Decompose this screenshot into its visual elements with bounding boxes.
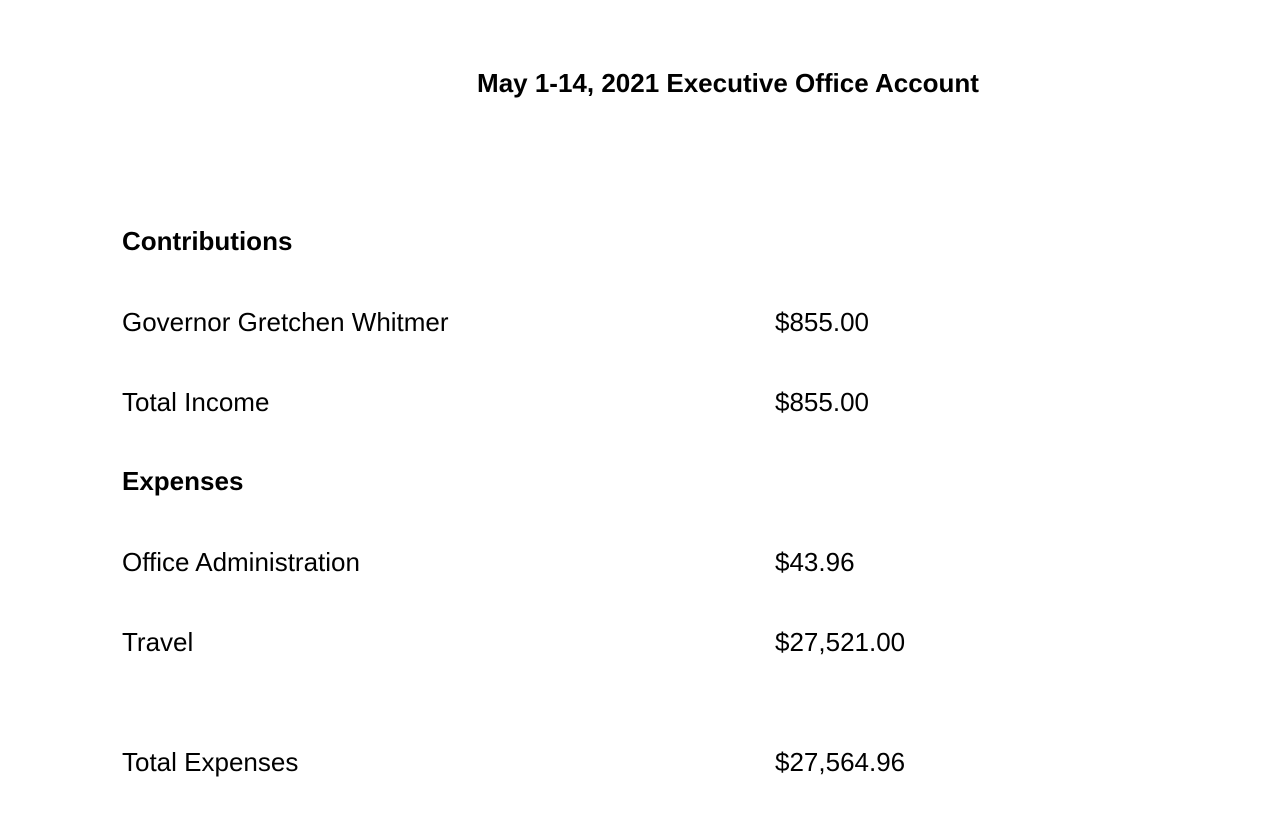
line-item-amount: $855.00 [775, 307, 869, 337]
line-item-label: Travel [122, 627, 194, 657]
line-item-label: Total Expenses [122, 747, 299, 777]
document-title: May 1-14, 2021 Executive Office Account [477, 68, 979, 98]
line-item-row [0, 309, 1280, 336]
total-income-row [0, 389, 1280, 416]
line-item-amount: $855.00 [775, 387, 869, 417]
line-item-amount: $27,564.96 [775, 747, 906, 777]
line-item-row [0, 629, 1280, 656]
section-heading-label: Contributions [122, 226, 293, 256]
section-heading-label: Expenses [122, 466, 244, 496]
line-item-row [0, 549, 1280, 576]
line-item-label: Governor Gretchen Whitmer [122, 307, 449, 337]
line-item-label: Total Income [122, 387, 270, 417]
line-item-label: Office Administration [122, 547, 360, 577]
section-heading-expenses [0, 468, 1280, 495]
total-expenses-row [0, 749, 1280, 776]
line-item-amount: $43.96 [775, 547, 855, 577]
section-heading-contributions [0, 228, 1280, 255]
line-item-amount: $27,521.00 [775, 627, 906, 657]
